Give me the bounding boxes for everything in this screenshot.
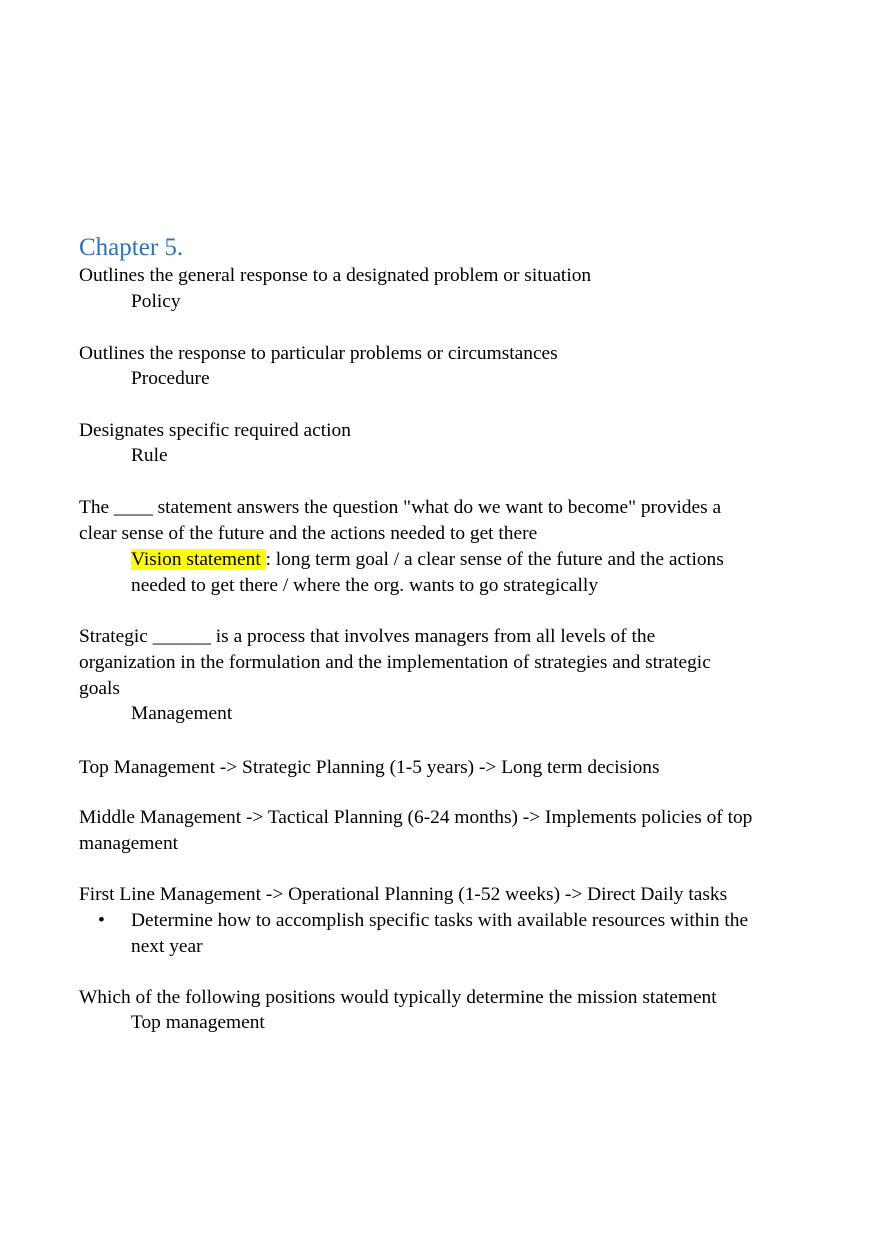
q4-question-line2: clear sense of the future and the actions needed to get there xyxy=(79,523,538,544)
q5-question-line1: Strategic ______ is a process that involves managers from all levels of the xyxy=(79,626,656,647)
bullet-text-line1: Determine how to accomplish specific tasks with available resources within the xyxy=(131,910,749,931)
middle-management-line1: Middle Management -> Tactical Planning (6-24 months) -> Implements policies of top xyxy=(79,807,753,828)
q5-question-line2: organization in the formulation and the implementation of strategies and strategic xyxy=(79,652,711,673)
q1-question: Outlines the general response to a designated problem or situation xyxy=(79,265,592,286)
first-line-management: First Line Management -> Operational Planning (1-52 weeks) -> Direct Daily tasks xyxy=(79,884,728,905)
q4-question-line1: The ____ statement answers the question "what do we want to become" provides a xyxy=(79,497,722,518)
chapter-heading: Chapter 5. xyxy=(79,234,184,261)
q4-answer-line2: needed to get there / where the org. wants to go strategically xyxy=(131,575,599,596)
q1-answer: Policy xyxy=(131,291,181,312)
q6-question: Which of the following positions would typically determine the mission statement xyxy=(79,987,717,1008)
q6-answer: Top management xyxy=(131,1012,265,1033)
q2-question: Outlines the response to particular problems or circumstances xyxy=(79,343,558,364)
highlighted-answer: Vision statement xyxy=(131,549,266,570)
q4-answer-rest: : long term goal / a clear sense of the future and the actions xyxy=(265,549,724,570)
q5-answer: Management xyxy=(131,703,233,724)
top-management-line: Top Management -> Strategic Planning (1-5 years) -> Long term decisions xyxy=(79,757,660,778)
q3-answer: Rule xyxy=(131,445,168,466)
q4-answer-line1 xyxy=(131,547,724,573)
q3-question: Designates specific required action xyxy=(79,420,351,441)
middle-management-line2: management xyxy=(79,833,179,854)
q5-question-line3: goals xyxy=(79,678,120,699)
q2-answer: Procedure xyxy=(131,368,210,389)
bullet-marker: • xyxy=(98,910,105,931)
bullet-text-line2: next year xyxy=(131,936,203,957)
